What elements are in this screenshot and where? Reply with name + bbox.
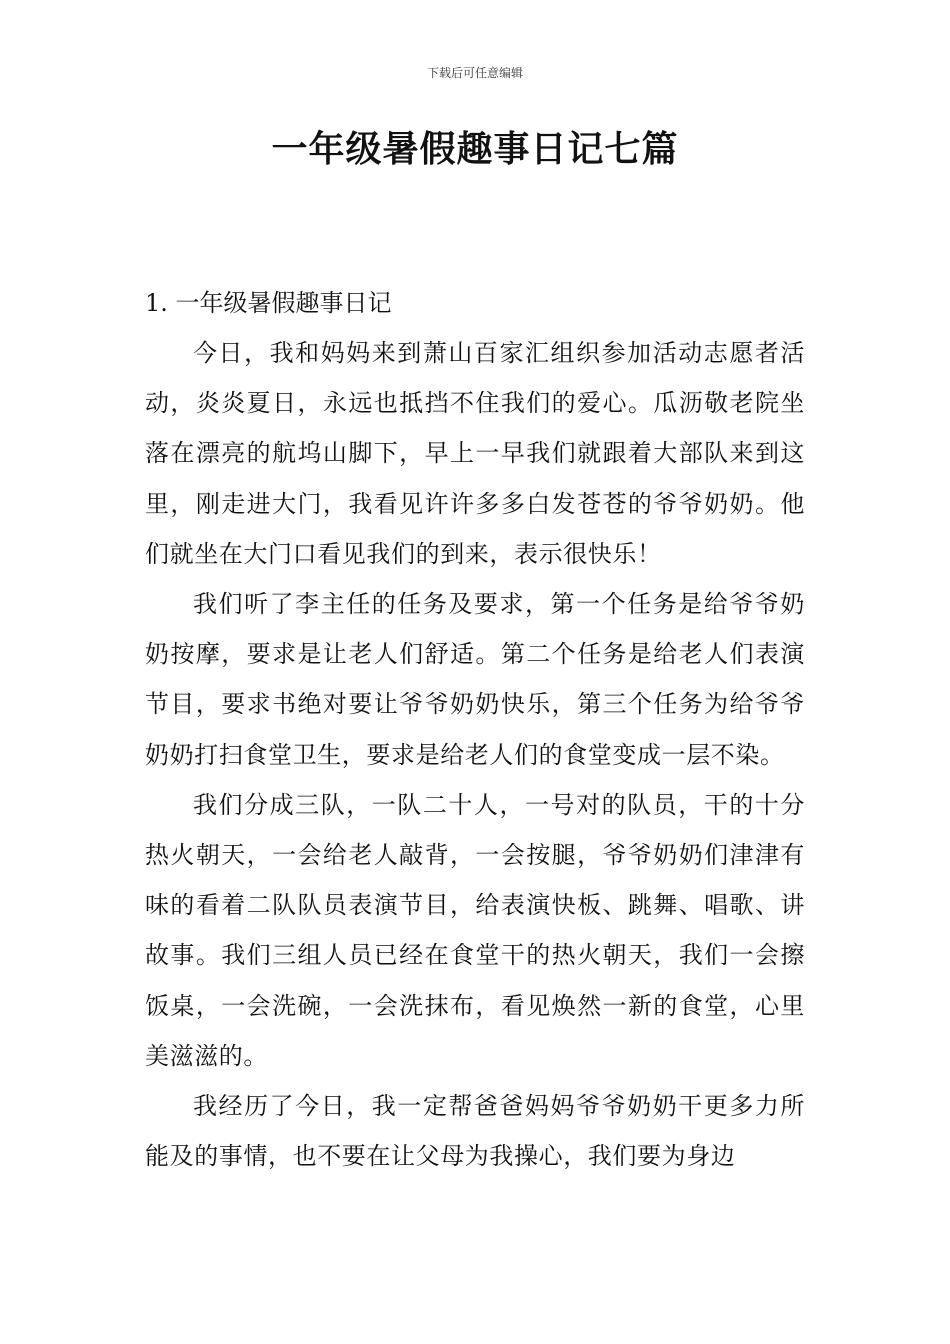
paragraph-2: 我们听了李主任的任务及要求，第一个任务是给爷爷奶奶按摩，要求是让老人们舒适。第二个任务是给老人们表演节目，要求书绝对要让爷爷奶奶快乐，第三个任务为给爷爷奶奶打扫食堂卫生，要求是给老人们的食堂变成一层不染。 — [145, 590, 805, 769]
paragraph-1: 今日，我和妈妈来到萧山百家汇组织参加活动志愿者活动，炎炎夏日，永远也抵挡不住我们的爱心。瓜沥敬老院坐落在漂亮的航坞山脚下，早上一早我们就跟着大部队来到这里，刚走进大门，我看见许许多多白发苍苍的爷爷奶奶。他们就坐在大门口看见我们的到来，表示很快乐！ — [145, 339, 805, 568]
page-header-note: 下载后可任意编辑 — [426, 66, 523, 80]
section-heading: 1. 一年级暑假趣事日记 — [145, 289, 392, 317]
paragraph-3: 我们分成三队，一队二十人，一号对的队员，干的十分热火朝天，一会给老人敲背，一会按腿，爷爷奶奶们津津有味的看着二队队员表演节目，给表演快板、跳舞、唱歌、讲故事。我们三组人员已经在食堂干的热火朝天，我们一会擦饭桌，一会洗碗，一会洗抹布，看见焕然一新的食堂，心里美滋滋的。 — [145, 790, 805, 1070]
document-title: 一年级暑假趣事日记七篇 — [271, 129, 679, 170]
paragraph-4: 我经历了今日，我一定帮爸爸妈妈爷爷奶奶干更多力所能及的事情，也不要在让父母为我操心，我们要为身边 — [145, 1092, 805, 1171]
document-body — [145, 278, 805, 1181]
